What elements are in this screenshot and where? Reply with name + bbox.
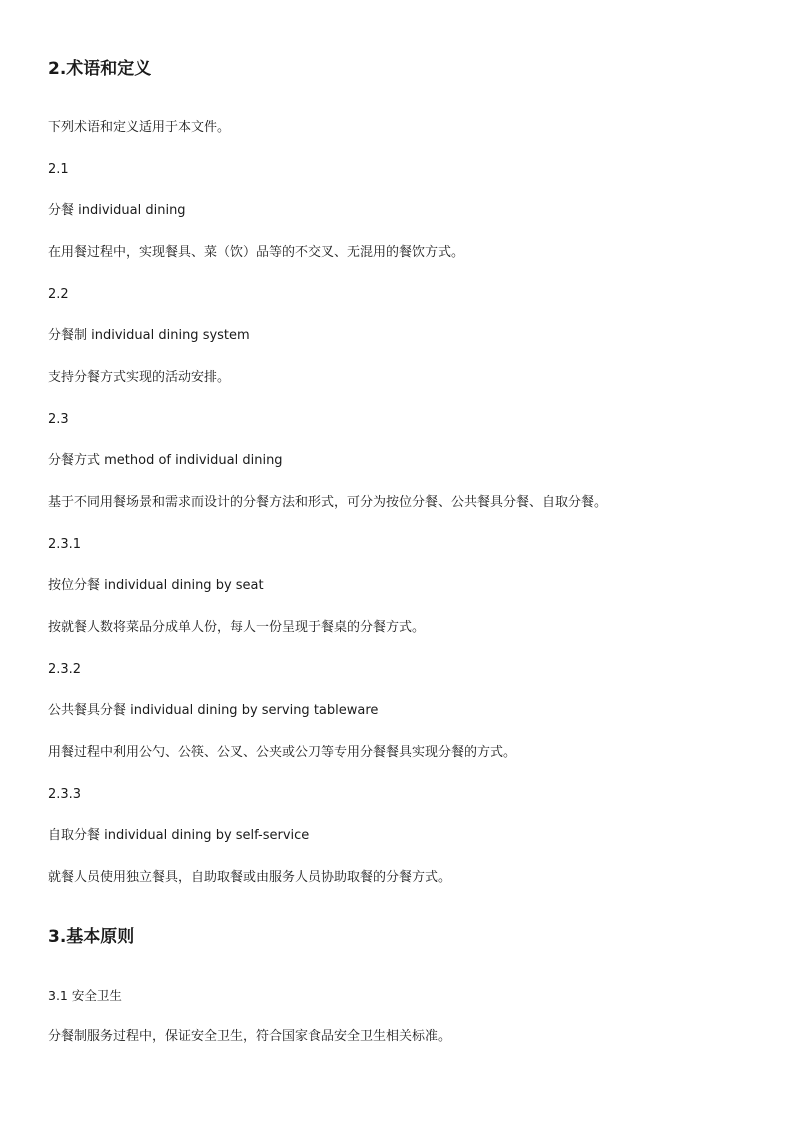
section-2-intro: 下列术语和定义适用于本文件。 <box>48 120 231 135</box>
term-number-2-3-1: 2.3.1 <box>48 537 82 552</box>
term-number-2-3-2: 2.3.2 <box>48 662 82 677</box>
term-title-2-2: 分餐制 individual dining system <box>48 328 250 343</box>
term-definition-2-3-3: 就餐人员使用独立餐具，自助取餐或由服务人员协助取餐的分餐方式。 <box>48 870 452 885</box>
section-2-heading: 2.术语和定义 <box>48 59 152 79</box>
subsection-3-1-text: 分餐制服务过程中，保证安全卫生，符合国家食品安全卫生相关标准。 <box>48 1029 452 1044</box>
term-title-2-3-2: 公共餐具分餐 individual dining by serving tableware <box>48 703 379 718</box>
term-definition-2-2: 支持分餐方式实现的活动安排。 <box>48 370 231 385</box>
term-number-2-2: 2.2 <box>48 287 69 302</box>
term-definition-2-3-1: 按就餐人数将菜品分成单人份，每人一份呈现于餐桌的分餐方式。 <box>48 620 426 635</box>
subsection-3-1-title: 3.1 安全卫生 <box>48 988 122 1003</box>
term-definition-2-1: 在用餐过程中，实现餐具、菜（饮）品等的不交叉、无混用的餐饮方式。 <box>48 245 465 260</box>
term-title-2-3-1: 按位分餐 individual dining by seat <box>48 578 264 593</box>
term-title-2-3: 分餐方式 method of individual dining <box>48 453 283 468</box>
term-definition-2-3-2: 用餐过程中利用公勺、公筷、公叉、公夹或公刀等专用分餐餐具实现分餐的方式。 <box>48 745 517 760</box>
term-number-2-1: 2.1 <box>48 162 69 177</box>
section-3-heading: 3.基本原则 <box>48 927 135 947</box>
term-number-2-3-3: 2.3.3 <box>48 787 82 802</box>
term-title-2-1: 分餐 individual dining <box>48 203 186 218</box>
term-title-2-3-3: 自取分餐 individual dining by self-service <box>48 828 310 843</box>
term-definition-2-3: 基于不同用餐场景和需求而设计的分餐方法和形式，可分为按位分餐、公共餐具分餐、自取分餐。 <box>48 495 608 510</box>
term-number-2-3: 2.3 <box>48 412 69 427</box>
